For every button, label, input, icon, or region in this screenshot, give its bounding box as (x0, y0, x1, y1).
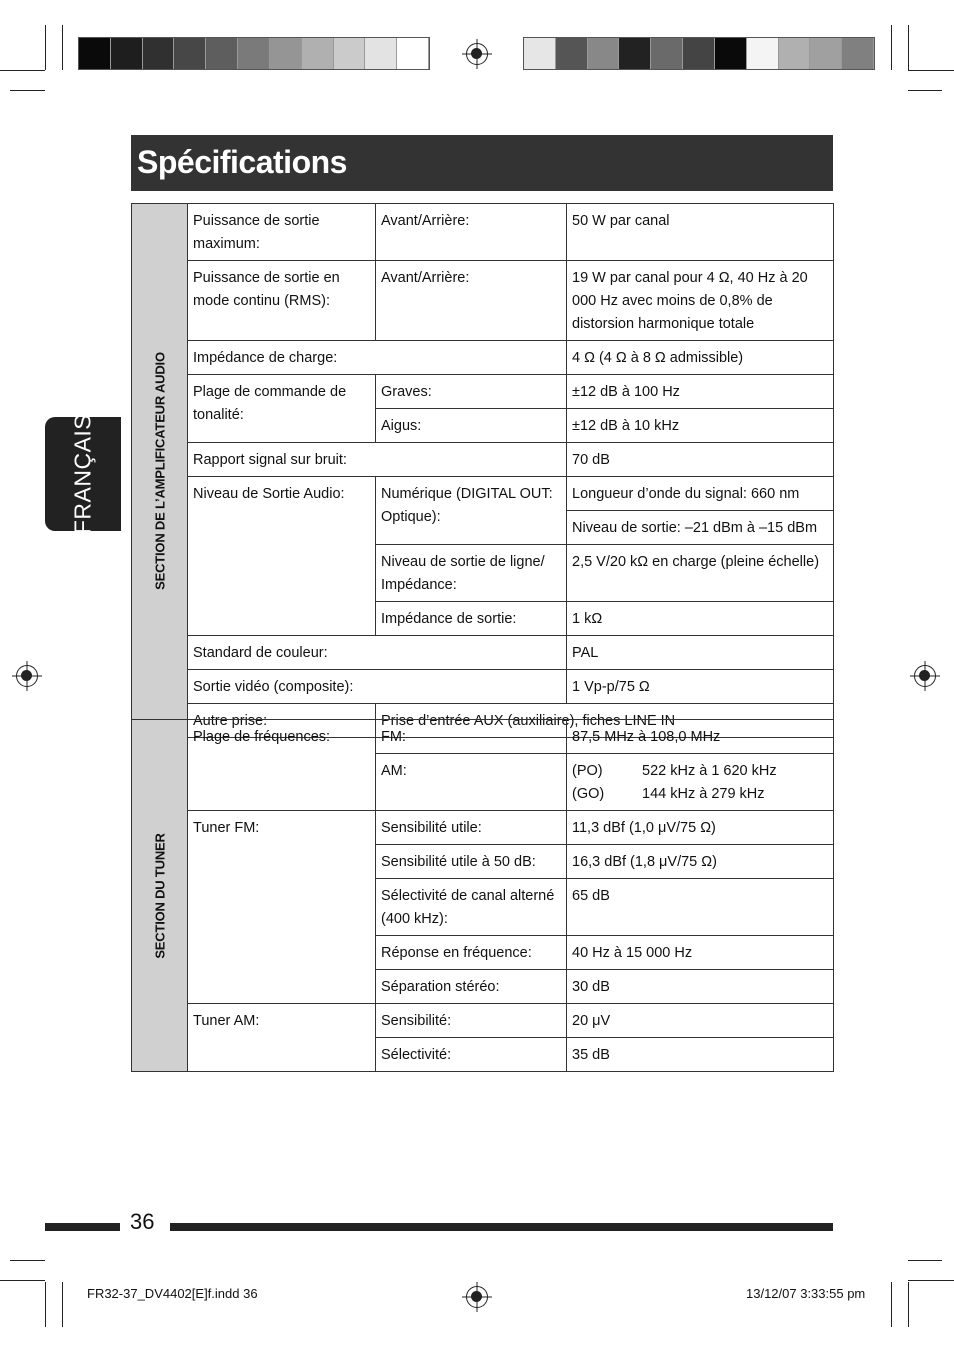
color-swatch (365, 38, 397, 69)
language-tab-label: FRANÇAIS (69, 413, 96, 535)
color-swatch (206, 38, 238, 69)
spec-value: 87,5 MHz à 108,0 MHz (567, 720, 834, 754)
section-title: SECTION DE L’AMPLIFICATEUR AUDIO (152, 351, 167, 590)
spec-sublabel: Réponse en fréquence: (376, 936, 567, 970)
color-swatch (588, 38, 620, 69)
tuner-spec-table (131, 719, 834, 1072)
spec-sublabel: AM: (376, 754, 567, 811)
spec-label: Standard de couleur: (188, 636, 567, 670)
color-swatch (779, 38, 811, 69)
crop-mark (10, 1260, 45, 1261)
spec-sublabel: Sensibilité: (376, 1004, 567, 1038)
color-swatch (524, 38, 556, 69)
color-swatch (715, 38, 747, 69)
spec-value: 30 dB (567, 970, 834, 1004)
color-swatch (651, 38, 683, 69)
registration-mark-icon (466, 43, 488, 65)
crop-mark (908, 1280, 954, 1281)
spec-value: 35 dB (567, 1038, 834, 1072)
spec-value: ±12 dB à 100 Hz (567, 375, 834, 409)
spec-value: 4 Ω (4 Ω à 8 Ω admissible) (567, 341, 834, 375)
crop-mark (908, 25, 909, 70)
spec-label: Tuner FM: (188, 811, 376, 1004)
spec-sublabel: Aigus: (376, 409, 567, 443)
color-swatch (270, 38, 302, 69)
spec-label: Plage de fréquences: (188, 720, 376, 811)
spec-value: Prise d’entrée AUX (auxiliaire), fiches LINE IN (376, 704, 834, 738)
footer-date: 13/12/07 3:33:55 pm (746, 1286, 866, 1301)
color-swatch (238, 38, 270, 69)
spec-label: Sortie vidéo (composite): (188, 670, 567, 704)
band-value: 144 kHz à 279 kHz (642, 786, 765, 802)
crop-mark (908, 90, 942, 91)
crop-mark (908, 1260, 942, 1261)
table-row (132, 204, 834, 261)
table-row (132, 443, 834, 477)
color-swatch (79, 38, 111, 69)
color-swatch (143, 38, 175, 69)
spec-value: 20 μV (567, 1004, 834, 1038)
amplifier-spec-table (131, 203, 834, 738)
spec-sublabel: Sensibilité utile à 50 dB: (376, 845, 567, 879)
spec-value: Longueur d’onde du signal: 660 nm (567, 477, 834, 511)
crop-mark (0, 70, 45, 71)
color-swatch (174, 38, 206, 69)
spec-sublabel: Avant/Arrière: (376, 261, 567, 341)
spec-sublabel: Séparation stéréo: (376, 970, 567, 1004)
band-label: (PO) (572, 763, 603, 779)
color-swatch (747, 38, 779, 69)
table-row (132, 636, 834, 670)
crop-mark (45, 25, 46, 70)
spec-sublabel: Sélectivité: (376, 1038, 567, 1072)
spec-value: 1 Vp-p/75 Ω (567, 670, 834, 704)
spec-label: Autre prise: (188, 704, 376, 738)
registration-mark-icon (466, 1286, 488, 1308)
crop-mark (891, 25, 892, 70)
crop-mark (62, 25, 63, 70)
spec-value: 2,5 V/20 kΩ en charge (pleine échelle) (567, 545, 834, 602)
table-row (132, 375, 834, 409)
color-swatch (334, 38, 366, 69)
spec-label: Rapport signal sur bruit: (188, 443, 567, 477)
spec-value: 1 kΩ (567, 602, 834, 636)
crop-mark (908, 1282, 909, 1327)
spec-value: 11,3 dBf (1,0 μV/75 Ω) (567, 811, 834, 845)
spec-label: Niveau de Sortie Audio: (188, 477, 376, 636)
spec-sublabel: Graves: (376, 375, 567, 409)
spec-label: Puissance de sortie maximum: (188, 204, 376, 261)
color-bar-right (523, 37, 875, 70)
spec-value: 70 dB (567, 443, 834, 477)
color-swatch (302, 38, 334, 69)
table-row (132, 261, 834, 341)
language-tab (45, 413, 121, 535)
color-swatch (810, 38, 842, 69)
band-value: 522 kHz à 1 620 kHz (642, 763, 777, 779)
crop-mark (0, 1280, 45, 1281)
table-row (132, 670, 834, 704)
section-side-label (132, 720, 188, 1072)
page-number: 36 (130, 1209, 155, 1234)
table-row (132, 720, 834, 754)
color-swatch (556, 38, 588, 69)
registration-mark-icon (16, 665, 38, 687)
spec-value: 65 dB (567, 879, 834, 936)
color-swatch (619, 38, 651, 69)
table-row (132, 341, 834, 375)
table-row (132, 1004, 834, 1038)
page-title: Spécifications (131, 135, 833, 191)
crop-mark (45, 1282, 46, 1327)
crop-mark (62, 1282, 63, 1327)
section-side-label (132, 204, 188, 738)
spec-sublabel: Sélectivité de canal alterné (400 kHz): (376, 879, 567, 936)
spec-sublabel: Impédance de sortie: (376, 602, 567, 636)
spec-value: PAL (567, 636, 834, 670)
color-swatch (111, 38, 143, 69)
spec-value: 16,3 dBf (1,8 μV/75 Ω) (567, 845, 834, 879)
spec-value: ±12 dB à 10 kHz (567, 409, 834, 443)
spec-sublabel: Avant/Arrière: (376, 204, 567, 261)
crop-mark (908, 70, 954, 71)
color-swatch (842, 38, 874, 69)
spec-value (567, 754, 834, 811)
section-title: SECTION DU TUNER (152, 832, 167, 959)
spec-value: 50 W par canal (567, 204, 834, 261)
table-row (132, 477, 834, 511)
table-row (132, 811, 834, 845)
spec-label: Impédance de charge: (188, 341, 567, 375)
spec-value: 19 W par canal pour 4 Ω, 40 Hz à 20 000 Hz avec moins de 0,8% de distorsion harmonique totale (567, 261, 834, 341)
crop-mark (10, 90, 45, 91)
registration-mark-icon (914, 665, 936, 687)
color-swatch (397, 38, 429, 69)
band-label: (GO) (572, 786, 605, 802)
crop-mark (891, 1282, 892, 1327)
color-bar-left (78, 37, 430, 70)
spec-value: 40 Hz à 15 000 Hz (567, 936, 834, 970)
spec-sublabel: Numérique (DIGITAL OUT: Optique): (376, 477, 567, 545)
page-bar-right (170, 1223, 833, 1231)
page-bar-left (45, 1223, 120, 1231)
footer-file: FR32-37_DV4402[E]f.indd 36 (87, 1286, 258, 1301)
spec-label: Puissance de sortie en mode continu (RMS): (188, 261, 376, 341)
spec-sublabel: Sensibilité utile: (376, 811, 567, 845)
spec-label: Tuner AM: (188, 1004, 376, 1072)
spec-sublabel: Niveau de sortie de ligne/ Impédance: (376, 545, 567, 602)
spec-value: Niveau de sortie: –21 dBm à –15 dBm (567, 511, 834, 545)
color-swatch (683, 38, 715, 69)
spec-label: Plage de commande de tonalité: (188, 375, 376, 443)
spec-sublabel: FM: (376, 720, 567, 754)
